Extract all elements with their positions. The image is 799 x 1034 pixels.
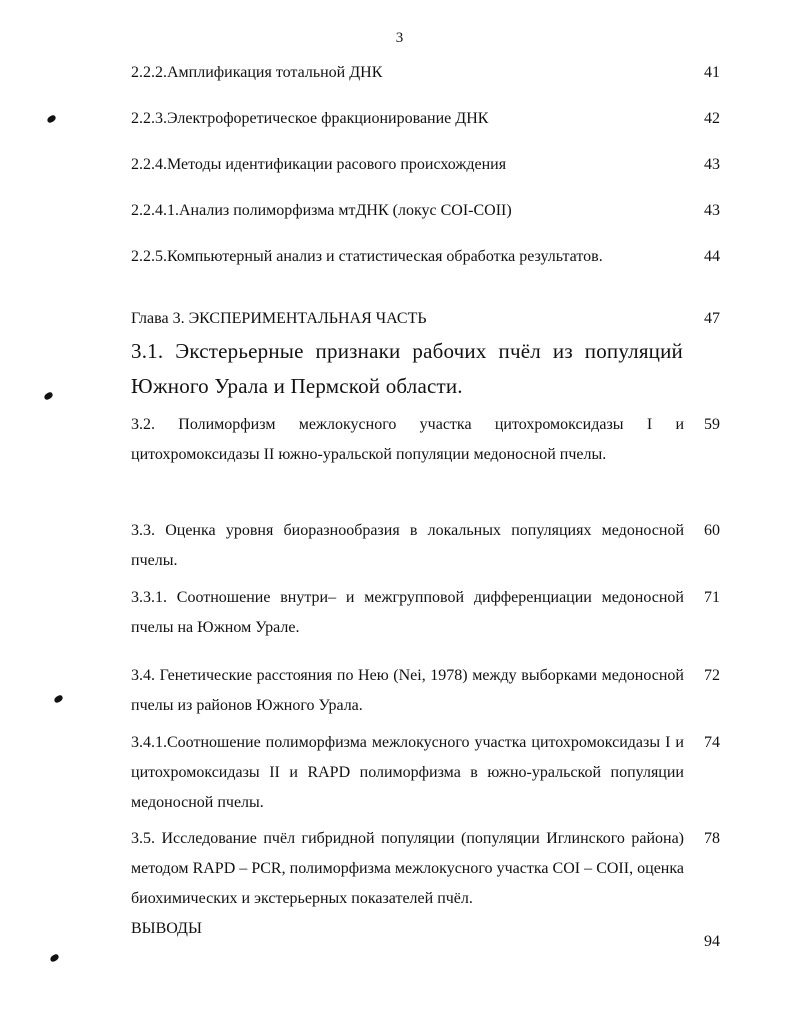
toc-entry-page: 43 [704,202,720,219]
scan-artifact-mark [49,953,60,963]
toc-entry-page: 72 [704,667,720,684]
page-number: 3 [395,30,404,46]
toc-entry-page: 42 [704,110,720,127]
toc-entry-page: 41 [704,64,720,81]
toc-entry-text: 2.2.3.Электрофоретическое фракционирование ДНК [131,110,489,127]
toc-entry-page: 59 [704,416,720,433]
toc-entry-text: 3.5. Исследование пчёл гибридной популяции (популяции Иглинского района) методом RAPD – PCR, полиморфизма межлокусного участка COI – COII, оценка биохимических и экстерьерных показателей пчёл. [131,830,684,907]
toc-entry-text: 3.4. Генетические расстояния по Нею (Nei, 1978) между выборками медоносной пчелы из районов Южного Урала. [131,667,684,714]
toc-entry-text: 3.2. Полиморфизм межлокусного участка цитохромоксидазы I и цитохромоксидазы II южно-уральской популяции медоносной пчелы. [131,416,684,463]
toc-entry-page: 60 [704,522,720,539]
toc-entry-text: 2.2.2.Амплификация тотальной ДНК [131,64,383,81]
toc-entry-text: 2.2.5.Компьютерный анализ и статистическая обработка результатов. [131,248,603,265]
scan-artifact-mark [46,114,57,124]
toc-entry-text: 3.3. Оценка уровня биоразнообразия в локальных популяциях медоносной пчелы. [131,522,684,569]
toc-entry-text: 3.4.1.Соотношение полиморфизма межлокусного участка цитохромоксидазы I и цитохромоксидазы II и RAPD полиморфизма в южно-уральской популяции медоносной пчелы. [131,734,684,811]
toc-entry-text: 3.3.1. Соотношение внутри– и межгрупповой дифференциации медоносной пчелы на Южном Урале. [131,589,684,636]
toc-entry-text: 2.2.4.Методы идентификации расового происхождения [131,156,507,173]
toc-entry-page: 43 [704,156,720,173]
toc-entry-page: 74 [704,734,720,751]
toc-entry-page: 78 [704,830,720,847]
scan-artifact-mark [43,391,54,401]
conclusions-heading: ВЫВОДЫ [131,920,202,937]
toc-entry-page: 94 [704,933,720,950]
toc-entry-page: 47 [704,310,720,327]
scan-artifact-mark [53,694,64,704]
toc-entry-text: 2.2.4.1.Анализ полиморфизма мтДНК (локус COI-COII) [131,202,512,219]
section-heading: 3.1. Экстерьерные признаки рабочих пчёл из популяций Южного Урала и Пермской области. [131,339,683,398]
toc-entry-page: 44 [704,248,720,265]
chapter-heading: Глава 3. ЭКСПЕРИМЕНТАЛЬНАЯ ЧАСТЬ [131,310,427,327]
toc-entry-page: 71 [704,589,720,606]
